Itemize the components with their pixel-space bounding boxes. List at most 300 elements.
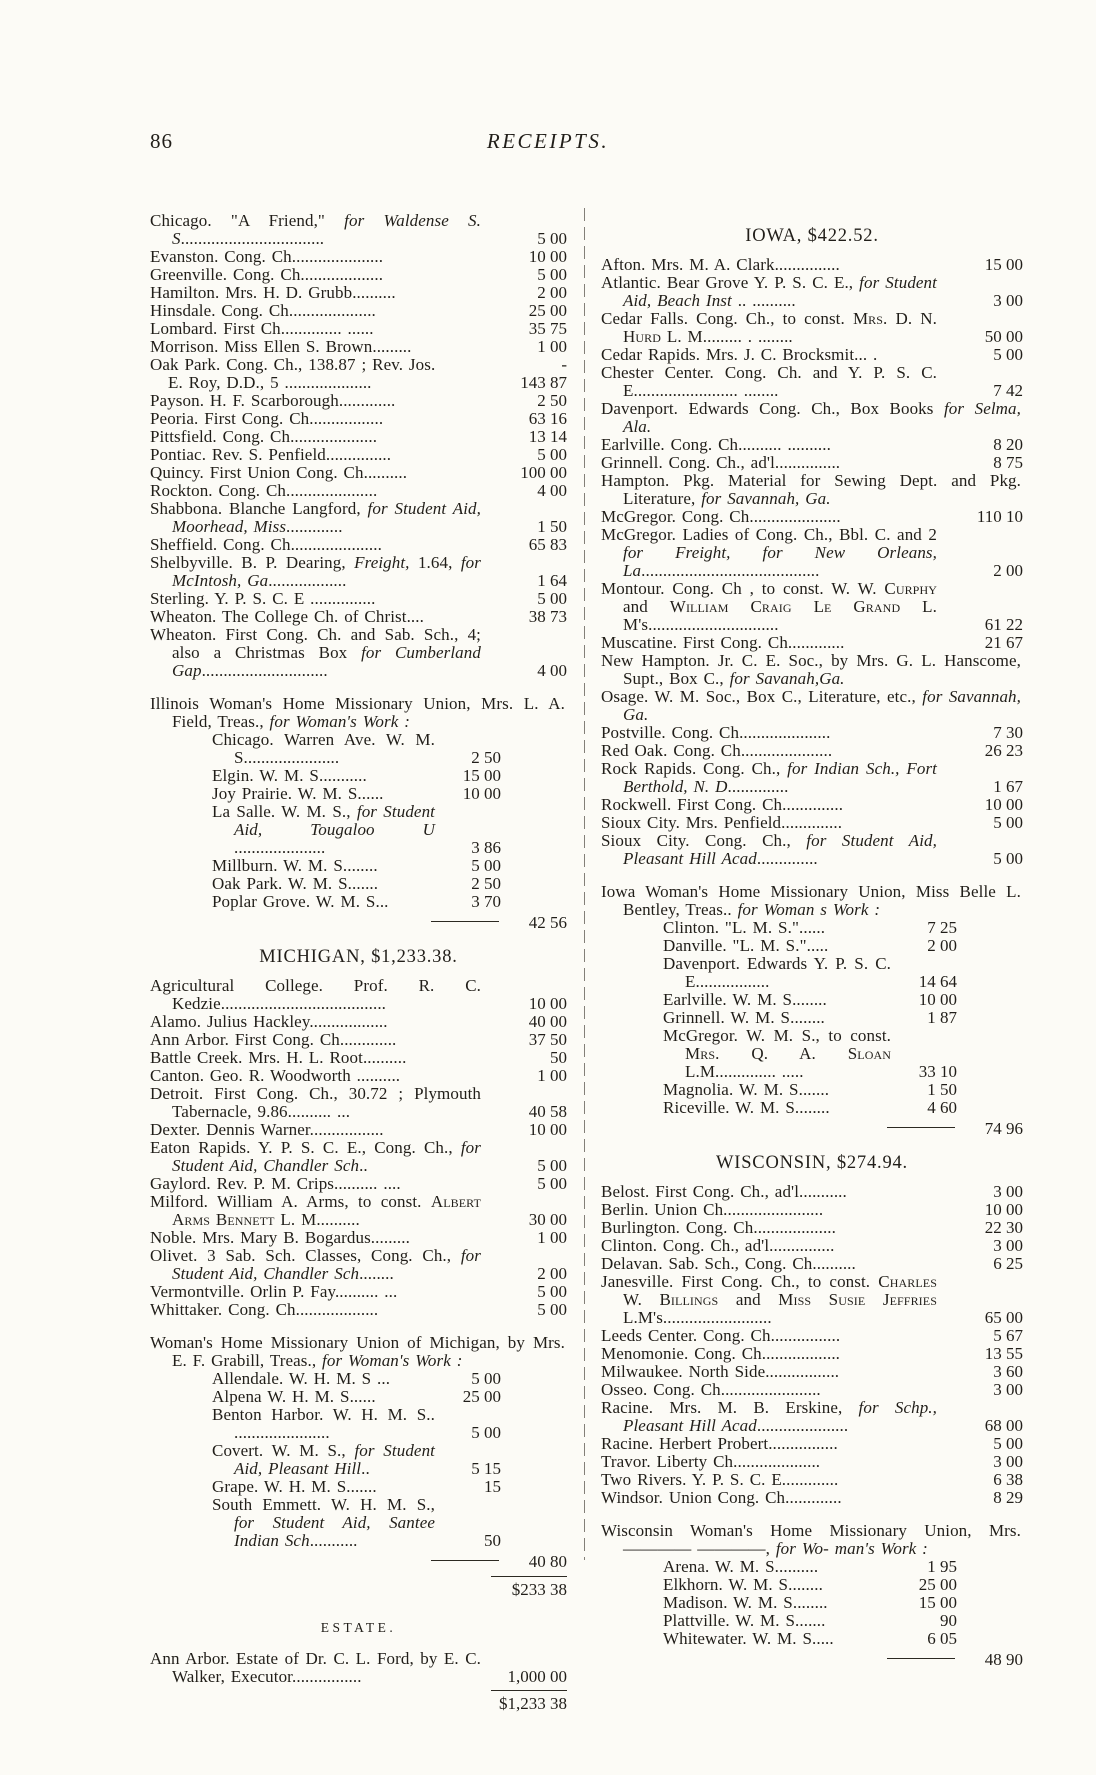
- entry-text: Shabbona. Blanche Langford, for Student Aid, Moorhead, Miss.............: [150, 499, 481, 536]
- entry-text: South Emmett. W. H. M. S., for Student Aid, Santee Indian Sch...........: [212, 1495, 435, 1550]
- entry-text: Alamo. Julius Hackley..................: [150, 1012, 388, 1031]
- italic-text: for Student Aid, Tougaloo U: [234, 802, 435, 839]
- receipt-entry: [601, 1363, 1023, 1381]
- receipt-entry: [150, 785, 567, 803]
- receipt-entry: [601, 742, 1023, 760]
- entry-text: Afton. Mrs. M. A. Clark...............: [601, 255, 840, 274]
- receipt-entry: [150, 1478, 567, 1496]
- entry-text: Grinnell. Cong. Ch., ad'l...............: [601, 453, 841, 472]
- entry-text: Dexter. Dennis Warner.................: [150, 1120, 384, 1139]
- italic-text: for Woman's Work :: [322, 1351, 463, 1370]
- receipt-entry: [150, 212, 567, 248]
- subtotal-rule: [887, 1658, 955, 1659]
- entry-amount: 1 95: [927, 1557, 957, 1576]
- receipt-entry: [601, 436, 1023, 454]
- receipt-entry: [150, 1121, 567, 1139]
- receipt-entry: [601, 400, 1023, 436]
- entry-amount: 61 22: [984, 615, 1023, 634]
- entry-text: Shelbyville. B. P. Dearing, Freight, 1.64, for McIntosh, Ga..................: [150, 553, 481, 590]
- entry-group: [601, 256, 1023, 868]
- entry-amount: 5 00: [993, 849, 1023, 868]
- entry-amount: 6 25: [993, 1254, 1023, 1273]
- entry-amount: 5 00: [537, 445, 567, 464]
- entry-amount: 40 00: [528, 1012, 567, 1031]
- entry-text: Elkhorn. W. M. S........: [663, 1575, 823, 1594]
- receipt-entry: [601, 1489, 1023, 1507]
- italic-text: for Student Aid, Moorhead, Miss: [172, 499, 481, 536]
- receipt-entry: [601, 1453, 1023, 1471]
- receipt-entry: [150, 1175, 567, 1193]
- subtotal-amount: 42 56: [528, 913, 567, 932]
- entry-text: Montour. Cong. Ch , to const. W. W. Curphy and William Craig Le Grand L. M's..............................: [601, 579, 937, 634]
- receipt-entry: [150, 356, 567, 374]
- entry-text: Woman's Home Missionary Union of Michigan, by Mrs. E. F. Grabill, Treas., for Woman's Work :: [150, 1333, 565, 1370]
- entry-amount: 5 00: [537, 265, 567, 284]
- receipt-entry: [601, 1435, 1023, 1453]
- entry-text: Clinton. "L. M. S."......: [663, 918, 826, 937]
- subtotal-rule: [431, 1560, 499, 1561]
- entry-amount: 35 75: [528, 319, 567, 338]
- entry-text: Delavan. Sab. Sch., Cong. Ch..........: [601, 1254, 856, 1273]
- entry-text: Berlin. Union Ch.......................: [601, 1200, 824, 1219]
- entry-text: Postville. Cong. Ch.....................: [601, 723, 831, 742]
- entry-amount: 1 00: [537, 1228, 567, 1247]
- entry-amount: 2 00: [537, 283, 567, 302]
- receipt-entry: [601, 1630, 1023, 1648]
- entry-text: Plattville. W. M. S.......: [663, 1611, 826, 1630]
- entry-group: [150, 212, 567, 680]
- entry-text: Grape. W. H. M. S.......: [212, 1477, 377, 1496]
- small-caps-text: Miss Susie: [778, 1290, 866, 1309]
- entry-text: Noble. Mrs. Mary B. Bogardus.........: [150, 1228, 410, 1247]
- receipt-entry: [601, 508, 1023, 526]
- entry-amount: 5 00: [537, 229, 567, 248]
- receipt-entry: [150, 857, 567, 875]
- receipt-entry: [150, 392, 567, 410]
- receipt-entry: [150, 1085, 567, 1121]
- subtotal-row: [601, 1117, 1023, 1139]
- entry-amount: 143 87: [520, 373, 567, 392]
- page-number: 86: [150, 129, 173, 153]
- entry-text: Menomonie. Cong. Ch..................: [601, 1344, 841, 1363]
- small-caps-text: Curphy: [884, 579, 937, 598]
- entry-text: Madison. W. M. S........: [663, 1593, 828, 1612]
- receipt-entry: [601, 760, 1023, 796]
- entry-amount: 10 00: [984, 795, 1023, 814]
- entry-amount: 37 50: [528, 1030, 567, 1049]
- small-caps-text: Charles W. Billings: [623, 1272, 937, 1309]
- entry-group: [150, 695, 567, 911]
- entry-amount: 2 00: [537, 1264, 567, 1283]
- receipt-entry: [601, 1201, 1023, 1219]
- receipt-entry: [150, 1650, 567, 1686]
- receipt-entry: [601, 724, 1023, 742]
- entry-text: Covert. W. M. S., for Student Aid, Pleasant Hill..: [212, 1441, 435, 1478]
- entry-text: Oak Park. W. M. S.......: [212, 874, 379, 893]
- receipt-entry: [150, 1049, 567, 1067]
- italic-text: for Woman's Work :: [269, 712, 410, 731]
- entry-text: Vermontville. Orlin P. Fay.......... ...: [150, 1282, 398, 1301]
- entry-amount: 5 00: [537, 589, 567, 608]
- entry-text: Red Oak. Cong. Ch.....................: [601, 741, 833, 760]
- entry-amount: 5 00: [537, 1282, 567, 1301]
- entry-text: Hampton. Pkg. Material for Sewing Dept. and Pkg. Literature, for Savannah, Ga.: [601, 471, 1021, 508]
- receipt-entry: [150, 446, 567, 464]
- entry-amount: 3 70: [471, 892, 501, 911]
- entry-text: Canton. Geo. R. Woodworth ..........: [150, 1066, 401, 1085]
- subtotal-amount: 74 96: [984, 1119, 1023, 1138]
- entry-text: Janesville. First Cong. Ch., to const. Charles W. Billings and Miss Susie Jeffries L.M's.........................: [601, 1272, 937, 1327]
- entry-text: Millburn. W. M. S........: [212, 856, 378, 875]
- entry-amount: 6 38: [993, 1470, 1023, 1489]
- entry-amount: 68 00: [984, 1416, 1023, 1435]
- entry-amount: 1 64: [537, 571, 567, 590]
- receipt-entry: [601, 364, 1023, 400]
- receipt-entry: [601, 1471, 1023, 1489]
- receipt-entry: [150, 338, 567, 356]
- entry-text: Racine. Herbert Probert................: [601, 1434, 838, 1453]
- receipt-entry: [601, 1327, 1023, 1345]
- entry-amount: 15 00: [984, 255, 1023, 274]
- subtotal-rule: [431, 921, 499, 922]
- entry-amount: 7 42: [993, 381, 1023, 400]
- entry-amount: 8 75: [993, 453, 1023, 472]
- entry-group: [601, 1522, 1023, 1648]
- total-amount: $233 38: [511, 1580, 567, 1599]
- receipt-entry: [150, 695, 567, 731]
- entry-amount: 2 50: [537, 391, 567, 410]
- entry-amount: 5 00: [993, 345, 1023, 364]
- entry-amount: 5 00: [537, 1174, 567, 1193]
- receipt-entry: [601, 1612, 1023, 1630]
- entry-text: Leeds Center. Cong. Ch................: [601, 1326, 841, 1345]
- receipt-entry: [601, 883, 1023, 919]
- entry-text: Davenport. Edwards Cong. Ch., Box Books for Selma, Ala.: [601, 399, 1021, 436]
- entry-amount: 50 00: [984, 327, 1023, 346]
- receipt-entry: [150, 1067, 567, 1085]
- entry-amount: 26 23: [984, 741, 1023, 760]
- entry-text: Joy Prairie. W. M. S......: [212, 784, 384, 803]
- entry-text: Eaton Rapids. Y. P. S. C. E., Cong. Ch., for Student Aid, Chandler Sch..: [150, 1138, 481, 1175]
- receipt-entry: [150, 1370, 567, 1388]
- entry-text: Wheaton. First Cong. Ch. and Sab. Sch., 4; also a Christmas Box for Cumberland Gap.............................: [150, 625, 481, 680]
- receipt-entry: [150, 1496, 567, 1550]
- entry-amount: 33 10: [918, 1062, 957, 1081]
- receipt-entry: [601, 454, 1023, 472]
- entry-amount: 2 00: [993, 561, 1023, 580]
- entry-amount: 13 55: [984, 1344, 1023, 1363]
- section-gap: [150, 1319, 567, 1332]
- entry-amount: 10 00: [528, 1120, 567, 1139]
- entry-amount: 2 00: [927, 936, 957, 955]
- entry-amount: 50: [550, 1048, 567, 1067]
- entry-text: Muscatine. First Cong. Ch.............: [601, 633, 845, 652]
- entry-text: Sheffield. Cong. Ch.....................: [150, 535, 382, 554]
- entry-text: Wheaton. The College Ch. of Christ....: [150, 607, 424, 626]
- small-caps-text: D. N. Hurd: [623, 309, 937, 346]
- receipt-entry: [601, 937, 1023, 955]
- entry-amount: 1 87: [927, 1008, 957, 1027]
- entry-text: Payson. H. F. Scarborough.............: [150, 391, 396, 410]
- receipt-entry: [601, 310, 1023, 346]
- entry-text: Ann Arbor. Estate of Dr. C. L. Ford, by E. C. Walker, Executor................: [150, 1649, 481, 1686]
- entry-text: Cedar Falls. Cong. Ch., to const. Mrs. D. N. Hurd L. M......... . ........: [601, 309, 937, 346]
- entry-text: Pittsfield. Cong. Ch....................: [150, 427, 378, 446]
- receipt-entry: [601, 1219, 1023, 1237]
- entry-amount: 40 58: [528, 1102, 567, 1121]
- italic-text: for Wo- man's Work :: [775, 1539, 928, 1558]
- entry-amount: 8 20: [993, 435, 1023, 454]
- receipt-entry: [150, 1193, 567, 1229]
- entry-amount: 5 15: [471, 1459, 501, 1478]
- italic-text: Freight,: [354, 553, 410, 572]
- entry-amount: 30 00: [528, 1210, 567, 1229]
- receipt-entry: [601, 1522, 1023, 1558]
- receipt-entry: [601, 472, 1023, 508]
- entry-group: [150, 1334, 567, 1550]
- column-divider-rule: [584, 208, 585, 1560]
- entry-amount: 14 64: [918, 972, 957, 991]
- italic-text: for Savanah,Ga.: [729, 669, 845, 688]
- receipt-entry: [150, 731, 567, 767]
- italic-text: for Cumberland Gap: [172, 643, 481, 680]
- entry-amount: 63 16: [528, 409, 567, 428]
- entry-amount: 10 00: [462, 784, 501, 803]
- entry-amount: 10 00: [984, 1200, 1023, 1219]
- entry-text: Chicago. "A Friend," for Waldense S. S.................................: [150, 211, 481, 248]
- receipt-entry: [601, 580, 1023, 634]
- entry-amount: 7 30: [993, 723, 1023, 742]
- italic-text: for Student Aid, Pleasant Hill: [234, 1441, 435, 1478]
- entry-text: McGregor. Ladies of Cong. Ch., Bbl. C. and 2 for Freight, for New Orleans, La.........................................: [601, 525, 937, 580]
- italic-text: for Student Aid, Pleasant Hill Acad: [623, 831, 938, 868]
- entry-text: Two Rivers. Y. P. S. C. E.............: [601, 1470, 839, 1489]
- entry-text: Whitewater. W. M. S.....: [663, 1629, 834, 1648]
- receipt-entry: [150, 1301, 567, 1319]
- entry-text: Chicago. Warren Ave. W. M. S......................: [212, 730, 435, 767]
- entry-amount: 1 00: [537, 1066, 567, 1085]
- receipt-entry: [150, 1031, 567, 1049]
- entry-amount: 10 00: [528, 247, 567, 266]
- state-section-heading: MICHIGAN, $1,233.38.: [259, 947, 458, 967]
- entry-text: Alpena W. H. M. S......: [212, 1387, 376, 1406]
- receipt-entry: [150, 608, 567, 626]
- entry-amount: 38 73: [528, 607, 567, 626]
- receipt-entry: [150, 1247, 567, 1283]
- entry-amount: 5 00: [993, 1434, 1023, 1453]
- receipt-entry: [150, 302, 567, 320]
- entry-amount: 10 00: [528, 994, 567, 1013]
- entry-text: Illinois Woman's Home Missionary Union, Mrs. L. A. Field, Treas., for Woman's Work :: [150, 694, 565, 731]
- entry-amount: 15 00: [918, 1593, 957, 1612]
- receipt-entry: [150, 1388, 567, 1406]
- entry-text: Arena. W. M. S..........: [663, 1557, 819, 1576]
- italic-text: for Woman s Work :: [737, 900, 881, 919]
- entry-amount: 5 00: [471, 856, 501, 875]
- entry-text: Greenville. Cong. Ch...................: [150, 265, 384, 284]
- entry-text: Ann Arbor. First Cong. Ch.............: [150, 1030, 397, 1049]
- entry-amount: 1,000 00: [507, 1667, 567, 1686]
- entry-amount: 25 00: [528, 301, 567, 320]
- italic-text: for Student Aid, Beach Inst: [623, 273, 937, 310]
- entry-amount: 25 00: [918, 1575, 957, 1594]
- entry-amount: 1 00: [537, 337, 567, 356]
- entry-text: Racine. Mrs. M. B. Erskine, for Schp., Pleasant Hill Acad.....................: [601, 1398, 937, 1435]
- entry-text: Rock Rapids. Cong. Ch., for Indian Sch., Fort Berthold, N. D..............: [601, 759, 938, 796]
- entry-text: Gaylord. Rev. P. M. Crips.......... ....: [150, 1174, 401, 1193]
- receipt-entry: [601, 1345, 1023, 1363]
- entry-text: Hinsdale. Cong. Ch....................: [150, 301, 376, 320]
- receipt-entry: [601, 1099, 1023, 1117]
- entry-text: E. Roy, D.D., 5 ....................: [168, 373, 372, 392]
- italic-text: for Waldense S. S: [172, 211, 481, 248]
- entry-amount: 50: [484, 1531, 501, 1550]
- entry-text: Earlville. Cong. Ch.......... ..........: [601, 435, 831, 454]
- entry-text: McGregor. Cong. Ch.....................: [601, 507, 841, 526]
- entry-amount: 5 00: [471, 1369, 501, 1388]
- estate-section-heading: ESTATE.: [320, 1620, 397, 1635]
- small-caps-text: Jeffries: [882, 1290, 937, 1309]
- receipt-entry: [150, 875, 567, 893]
- small-caps-text: Albert Arms Bennett: [172, 1192, 481, 1229]
- entry-text: Whittaker. Cong. Ch...................: [150, 1300, 379, 1319]
- receipt-entry: [601, 688, 1023, 724]
- entry-text: Osage. W. M. Soc., Box C., Literature, etc., for Savannah, Ga.: [601, 687, 1022, 724]
- entry-amount: 5 00: [993, 813, 1023, 832]
- subtotal-row: [150, 1550, 567, 1572]
- italic-text: for Indian Sch., Fort Berthold, N. D: [623, 759, 938, 796]
- entry-text: Atlantic. Bear Grove Y. P. S. C. E., for Student Aid, Beach Inst .. ..........: [601, 273, 937, 310]
- entry-text: Riceville. W. M. S........: [663, 1098, 830, 1117]
- entry-amount: 6 05: [927, 1629, 957, 1648]
- receipt-entry: [601, 1381, 1023, 1399]
- entry-text: Clinton. Cong. Ch., ad'l...............: [601, 1236, 835, 1255]
- entry-amount: 65 83: [528, 535, 567, 554]
- receipt-entry: [150, 410, 567, 428]
- receipt-entry: [150, 590, 567, 608]
- entry-text: Rockwell. First Cong. Ch..............: [601, 795, 844, 814]
- total-amount: $1,233 38: [499, 1694, 567, 1713]
- entry-amount: 1 50: [927, 1080, 957, 1099]
- entry-amount: 5 00: [537, 1300, 567, 1319]
- entry-text: Cedar Rapids. Mrs. J. C. Brocksmit... .: [601, 345, 878, 364]
- entry-text: Sioux City. Cong. Ch., for Student Aid, Pleasant Hill Acad..............: [601, 831, 938, 868]
- entry-text: Sterling. Y. P. S. C. E ...............: [150, 589, 376, 608]
- receipt-entry: [150, 320, 567, 338]
- italic-text: for Student Aid, Chandler Sch: [172, 1246, 481, 1283]
- receipt-entry: [601, 526, 1023, 580]
- receipt-entry: [150, 482, 567, 500]
- entry-group: [150, 977, 567, 1319]
- entry-text: Morrison. Miss Ellen S. Brown.........: [150, 337, 412, 356]
- entry-text: Battle Creek. Mrs. H. L. Root..........: [150, 1048, 407, 1067]
- receipt-entry: [150, 767, 567, 785]
- receipt-entry: [601, 1273, 1023, 1327]
- entry-text: Lombard. First Ch.............. ......: [150, 319, 374, 338]
- subtotal-rule: [887, 1127, 955, 1128]
- receipt-entry: [150, 1334, 567, 1370]
- entry-amount: 3 00: [993, 1452, 1023, 1471]
- italic-text: for Savannah, Ga.: [623, 687, 1022, 724]
- receipt-entry: [601, 1576, 1023, 1594]
- receipt-entry: [601, 814, 1023, 832]
- receipt-entry: [150, 464, 567, 482]
- entry-amount: 8 29: [993, 1488, 1023, 1507]
- entry-text: Earlville. W. M. S........: [663, 990, 827, 1009]
- entry-amount: 25 00: [462, 1387, 501, 1406]
- receipt-entry: [601, 1237, 1023, 1255]
- total-row: [150, 1686, 567, 1716]
- entry-text: Agricultural College. Prof. R. C. Kedzie......................................: [150, 976, 481, 1013]
- entry-text: Windsor. Union Cong. Ch.............: [601, 1488, 842, 1507]
- entry-text: Olivet. 3 Sab. Sch. Classes, Cong. Ch., for Student Aid, Chandler Sch........: [150, 1246, 481, 1283]
- receipt-entry: [150, 374, 567, 392]
- entry-text: Peoria. First Cong. Ch.................: [150, 409, 384, 428]
- subtotal-amount: 48 90: [984, 1650, 1023, 1669]
- subtotal-amount: 40 80: [528, 1552, 567, 1571]
- receipt-entry: [150, 626, 567, 680]
- entry-amount: 15: [484, 1477, 501, 1496]
- small-caps-text: Mrs.: [852, 309, 888, 328]
- entry-text: Milwaukee. North Side.................: [601, 1362, 840, 1381]
- entry-amount: 1 67: [993, 777, 1023, 796]
- entry-text: Iowa Woman's Home Missionary Union, Miss Belle L. Bentley, Treas.. for Woman s Work :: [601, 882, 1021, 919]
- entry-text: Pontiac. Rev. S. Penfield...............: [150, 445, 392, 464]
- entry-text: Poplar Grove. W. M. S...: [212, 892, 389, 911]
- entry-text: Sioux City. Mrs. Penfield..............: [601, 813, 843, 832]
- entry-text: New Hampton. Jr. C. E. Soc., by Mrs. G. L. Hanscome, Supt., Box C., for Savanah,Ga.: [601, 651, 1021, 688]
- entry-amount: 21 67: [984, 633, 1023, 652]
- receipt-entry: [150, 554, 567, 590]
- entry-text: Osseo. Cong. Ch.......................: [601, 1380, 821, 1399]
- entry-amount: 4 00: [537, 481, 567, 500]
- entry-amount: 4 60: [927, 1098, 957, 1117]
- receipt-entry: [601, 1081, 1023, 1099]
- entry-amount: 4 00: [537, 661, 567, 680]
- receipt-entry: [601, 634, 1023, 652]
- entry-text: Quincy. First Union Cong. Ch..........: [150, 463, 408, 482]
- right-column: [601, 212, 1023, 1670]
- receipt-entry: [601, 1255, 1023, 1273]
- entry-amount: 7 25: [927, 918, 957, 937]
- entry-group: [150, 1650, 567, 1686]
- running-head: RECEIPTS.: [486, 129, 610, 153]
- subtotal-row: [601, 1648, 1023, 1670]
- entry-amount: 15 00: [462, 766, 501, 785]
- receipt-entry: [150, 1229, 567, 1247]
- entry-text: Rockton. Cong. Ch.....................: [150, 481, 378, 500]
- entry-group: [601, 1183, 1023, 1507]
- entry-text: Hamilton. Mrs. H. D. Grubb..........: [150, 283, 396, 302]
- receipt-entry: [601, 832, 1023, 868]
- entry-amount: 3 00: [993, 1380, 1023, 1399]
- receipt-entry: [150, 1139, 567, 1175]
- italic-text: for Savannah, Ga.: [701, 489, 831, 508]
- small-caps-text: Mrs. Q. A. Sloan: [685, 1044, 891, 1063]
- state-section-heading: IOWA, $422.52.: [745, 226, 879, 246]
- entry-amount: 22 30: [984, 1218, 1023, 1237]
- state-section-heading: WISCONSIN, $274.94.: [716, 1153, 908, 1173]
- entry-text: Burlington. Cong. Ch...................: [601, 1218, 836, 1237]
- receipt-entry: [150, 428, 567, 446]
- entry-text: Detroit. First Cong. Ch., 30.72 ; Plymouth Tabernacle, 9.86.......... ...: [150, 1084, 481, 1121]
- receipt-entry: [601, 274, 1023, 310]
- entry-text: Elgin. W. M. S...........: [212, 766, 367, 785]
- receipt-entry: [601, 1399, 1023, 1435]
- small-caps-text: William Craig: [669, 597, 792, 616]
- entry-amount: 3 00: [993, 1236, 1023, 1255]
- section-gap: [601, 1507, 1023, 1520]
